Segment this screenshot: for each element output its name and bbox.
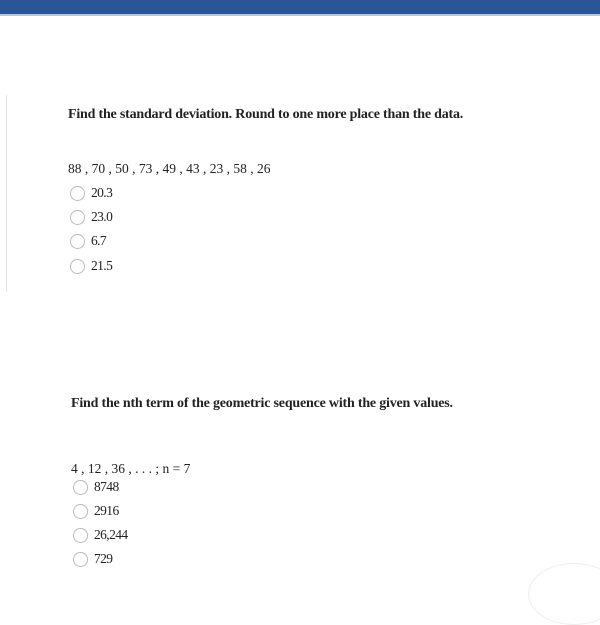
radio-icon[interactable] (70, 186, 85, 201)
question-1-title: Find the standard deviation. Round to one more place than the data. (68, 107, 464, 122)
option-radio[interactable] (70, 256, 112, 276)
top-header-bar (0, 0, 600, 16)
question-1-data: 88 , 70 , 50 , 73 , 49 , 43 , 23 , 58 , 26 (68, 161, 271, 176)
question-2-title: Find the nth term of the geometric sequence with the given values. (71, 396, 453, 411)
option-radio[interactable] (73, 525, 128, 545)
radio-icon[interactable] (70, 259, 85, 274)
option-label: 23.0 (91, 209, 113, 224)
option-radio[interactable] (73, 477, 119, 497)
radio-icon[interactable] (73, 504, 88, 519)
option-label: 6.7 (91, 233, 107, 248)
option-radio[interactable] (73, 501, 119, 521)
option-radio[interactable] (70, 183, 112, 203)
radio-icon[interactable] (73, 528, 88, 543)
option-label: 2916 (94, 503, 119, 518)
radio-icon[interactable] (73, 480, 88, 495)
radio-icon[interactable] (70, 234, 85, 249)
option-label: 20.3 (91, 185, 113, 200)
option-radio[interactable] (70, 207, 112, 227)
option-label: 26,244 (94, 527, 128, 542)
option-label: 729 (94, 551, 113, 566)
option-label: 21.5 (91, 258, 113, 273)
question-2-data: 4 , 12 , 36 , . . . ; n = 7 (71, 461, 191, 476)
floating-button-edge[interactable] (528, 563, 600, 625)
radio-icon[interactable] (70, 210, 85, 225)
option-radio[interactable] (70, 231, 106, 251)
radio-icon[interactable] (73, 552, 88, 567)
option-label: 8748 (94, 479, 119, 494)
option-radio[interactable] (73, 549, 112, 569)
